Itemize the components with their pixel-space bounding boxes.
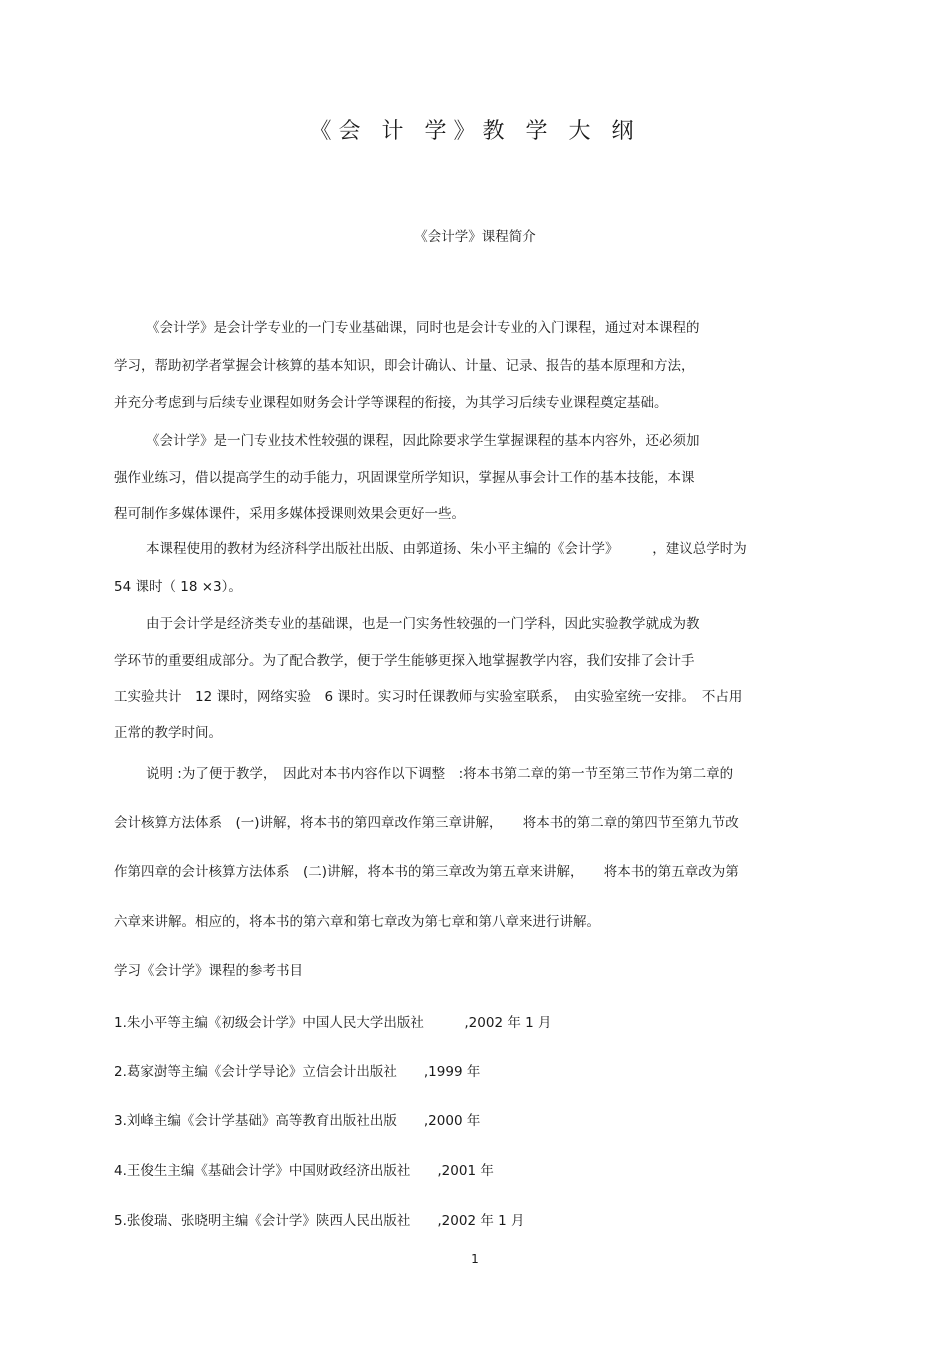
reference-item: 3.刘峰主编《会计学基础》高等教育出版社出版 ,2000 年 bbox=[114, 1113, 481, 1129]
reference-item: 5.张俊瑞、张晓明主编《会计学》陕西人民出版社 ,2002 年 1 月 bbox=[114, 1213, 525, 1229]
reference-heading: 学习《会计学》课程的参考书目 bbox=[114, 963, 303, 979]
paragraph-line: 学习，帮助初学者掌握会计核算的基本知识，即会计确认、计量、记录、报告的基本原理和方法， bbox=[114, 358, 695, 374]
paragraph-line: 学环节的重要组成部分。为了配合教学，便于学生能够更探入地掌握教学内容，我们安排了会计手 bbox=[114, 653, 695, 669]
document-subtitle: 《会计学》课程简介 bbox=[414, 229, 536, 245]
reference-item: 2.葛家澍等主编《会计学导论》立信会计出版社 ,1999 年 bbox=[114, 1064, 481, 1080]
paragraph-line: 强作业练习，借以提高学生的动手能力，巩固课堂所学知识，掌握从事会计工作的基本技能，本课 bbox=[114, 470, 695, 486]
paragraph-line: 《会计学》是会计学专业的一门专业基础课，同时也是会计专业的入门课程，通过对本课程的 bbox=[146, 320, 700, 336]
paragraph-line: 《会计学》是一门专业技术性较强的课程，因此除要求学生掌握课程的基本内容外，还必须加 bbox=[146, 433, 700, 449]
paragraph-line: 说明 :为了便于教学， 因此对本书内容作以下调整 :将本书第二章的第一节至第三节作为第二章的 bbox=[146, 766, 734, 782]
paragraph-line: 工实验共计 12 课时，网络实验 6 课时。实习时任课教师与实验室联系， 由实验室统一安排。 不占用 bbox=[114, 689, 743, 705]
paragraph-line: 本课程使用的教材为经济科学出版社出版、由郭道扬、朱小平主编的《会计学》 ，建议总学时为 bbox=[146, 541, 747, 557]
paragraph-line: 并充分考虑到与后续专业课程如财务会计学等课程的衔接，为其学习后续专业课程奠定基础。 bbox=[114, 395, 668, 411]
reference-item: 1.朱小平等主编《初级会计学》中国人民大学出版社 ,2002 年 1 月 bbox=[114, 1015, 552, 1031]
paragraph-line: 由于会计学是经济类专业的基础课，也是一门实务性较强的一门学科，因此实验教学就成为教 bbox=[146, 616, 700, 632]
reference-item: 4.王俊生主编《基础会计学》中国财政经济出版社 ,2001 年 bbox=[114, 1163, 494, 1179]
paragraph-line: 六章来讲解。相应的，将本书的第六章和第七章改为第七章和第八章来进行讲解。 bbox=[114, 914, 600, 930]
paragraph-line: 会计核算方法体系 (一)讲解，将本书的第四章改作第三章讲解， 将本书的第二章的第四节至第九节改 bbox=[114, 815, 739, 831]
document-title: 《会 计 学》教 学 大 纲 bbox=[309, 119, 641, 144]
paragraph-line: 54 课时（ 18 ×3）。 bbox=[114, 579, 242, 595]
paragraph-line: 程可制作多媒体课件，采用多媒体授课则效果会更好一些。 bbox=[114, 506, 465, 522]
paragraph-line: 正常的教学时间。 bbox=[114, 725, 222, 741]
page-number: 1 bbox=[471, 1252, 479, 1266]
paragraph-line: 作第四章的会计核算方法体系 (二)讲解，将本书的第三章改为第五章来讲解， 将本书的第五章改为第 bbox=[114, 864, 739, 880]
